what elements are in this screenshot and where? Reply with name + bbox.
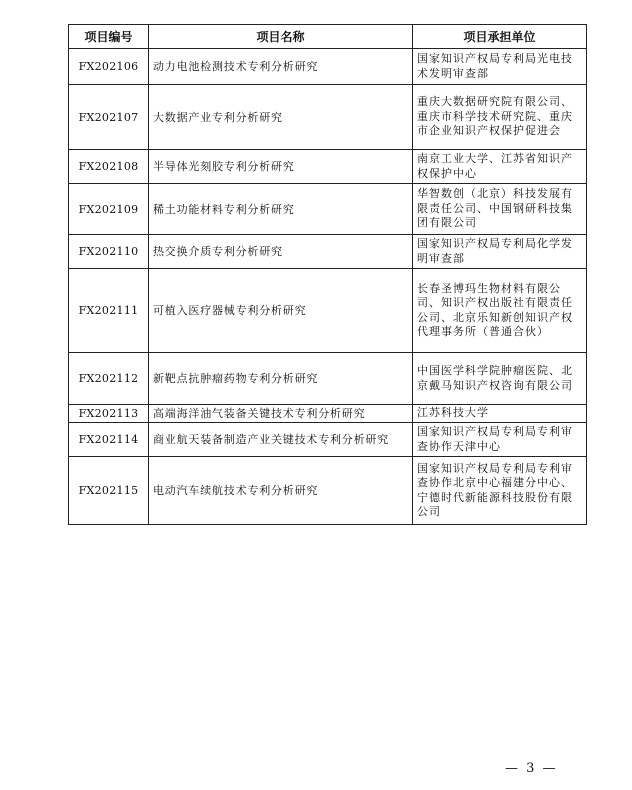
table-row <box>69 457 587 525</box>
table-row <box>69 49 587 85</box>
project-code: FX202112 <box>69 353 149 405</box>
table-row <box>69 184 587 235</box>
undertaking-unit: 国家知识产权局专利局化学发明审查部 <box>413 235 587 269</box>
header-undertaking-unit: 项目承担单位 <box>413 25 587 49</box>
table-header-row <box>69 25 587 49</box>
undertaking-unit: 国家知识产权局专利局专利审查协作天津中心 <box>413 423 587 457</box>
undertaking-unit: 南京工业大学、江苏省知识产权保护中心 <box>413 150 587 184</box>
project-code: FX202109 <box>69 184 149 235</box>
project-code: FX202106 <box>69 49 149 85</box>
project-name: 大数据产业专利分析研究 <box>149 85 413 150</box>
project-name: 稀土功能材料专利分析研究 <box>149 184 413 235</box>
project-name: 热交换介质专利分析研究 <box>149 235 413 269</box>
undertaking-unit: 国家知识产权局专利局专利审查协作北京中心福建分中心、宁德时代新能源科技股份有限公司 <box>413 457 587 525</box>
project-code: FX202114 <box>69 423 149 457</box>
project-code: FX202110 <box>69 235 149 269</box>
table-row <box>69 85 587 150</box>
table-row <box>69 150 587 184</box>
project-code: FX202113 <box>69 405 149 423</box>
project-name: 高端海洋油气装备关键技术专利分析研究 <box>149 405 413 423</box>
project-name: 电动汽车续航技术专利分析研究 <box>149 457 413 525</box>
page-number: — 3 — <box>505 761 558 776</box>
undertaking-unit: 重庆大数据研究院有限公司、重庆市科学技术研究院、重庆市企业知识产权保护促进会 <box>413 85 587 150</box>
header-project-name: 项目名称 <box>149 25 413 49</box>
project-code: FX202111 <box>69 269 149 353</box>
project-name: 可植入医疗器械专利分析研究 <box>149 269 413 353</box>
project-code: FX202115 <box>69 457 149 525</box>
undertaking-unit: 中国医学科学院肿瘤医院、北京戴马知识产权咨询有限公司 <box>413 353 587 405</box>
undertaking-unit: 江苏科技大学 <box>413 405 587 423</box>
header-project-code: 项目编号 <box>69 25 149 49</box>
table-row <box>69 353 587 405</box>
undertaking-unit: 长春圣博玛生物材料有限公司、知识产权出版社有限责任公司、北京乐知新创知识产权代理事务所（普通合伙） <box>413 269 587 353</box>
project-table <box>68 24 587 525</box>
undertaking-unit: 华智数创（北京）科技发展有限责任公司、中国钢研科技集团有限公司 <box>413 184 587 235</box>
project-name: 新靶点抗肿瘤药物专利分析研究 <box>149 353 413 405</box>
project-name: 商业航天装备制造产业关键技术专利分析研究 <box>149 423 413 457</box>
table-row <box>69 269 587 353</box>
project-name: 动力电池检测技术专利分析研究 <box>149 49 413 85</box>
project-name: 半导体光刻胶专利分析研究 <box>149 150 413 184</box>
table-row <box>69 423 587 457</box>
project-code: FX202108 <box>69 150 149 184</box>
project-code: FX202107 <box>69 85 149 150</box>
table-row <box>69 405 587 423</box>
undertaking-unit: 国家知识产权局专利局光电技术发明审查部 <box>413 49 587 85</box>
table-row <box>69 235 587 269</box>
